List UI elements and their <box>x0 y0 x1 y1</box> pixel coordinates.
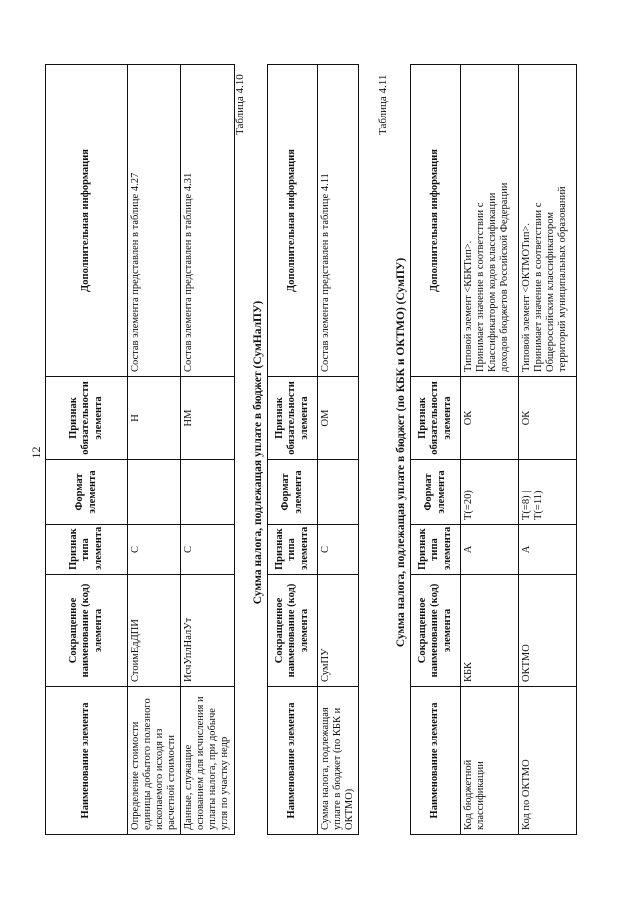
header-format: Формат элемента <box>46 460 128 525</box>
info-line: Типовой элемент <КБКТип>. <box>463 240 474 372</box>
info-line: Принимает значение в соответствии с <box>475 202 487 372</box>
table-title: Сумма налога, подлежащая уплате в бюджет (по КБК и ОКТМО) (СумПУ) <box>395 257 407 648</box>
table-caption: Таблица 4.11 <box>377 74 389 135</box>
info-line: Общероссийским классификатором <box>545 212 557 372</box>
cell-required: Н <box>128 377 181 460</box>
cell-format <box>128 460 181 525</box>
table-4-10 <box>267 64 359 835</box>
info-line: Принимает значение в соответствии с <box>533 202 545 372</box>
header-required: Признак обязательности элемента <box>268 377 318 460</box>
cell-info <box>461 65 519 377</box>
info-line: территорий муниципальных образований <box>557 186 569 372</box>
header-required: Признак обязательности элемента <box>411 377 461 460</box>
cell-required: ОК <box>519 377 577 460</box>
cell-type: А <box>461 525 519 575</box>
table-title: Сумма налога, подлежащая уплате в бюджет (СумНалПУ) <box>252 300 264 605</box>
cell-required: НМ <box>181 377 234 460</box>
header-additional-info: Дополнительная информация <box>46 65 128 377</box>
cell-info: Состав элемента представлен в таблице 4.11 <box>318 65 359 377</box>
info-line: Классификатором кодов классификации <box>487 192 499 372</box>
cell-name: Сумма налога, подлежащая уплате в бюджет (по КБК и ОКТМО) <box>318 687 359 835</box>
cell-code: КБК <box>461 575 519 687</box>
cell-code: СумПУ <box>318 575 359 687</box>
header-short-code: Сокращенное наименование (код) элемента <box>411 575 461 687</box>
cell-info: Состав элемента представлен в таблице 4.31 <box>181 65 234 377</box>
header-type: Признак типа элемента <box>268 525 318 575</box>
header-additional-info: Дополнительная информация <box>268 65 318 377</box>
info-line: доходов бюджетов Российской Федерации <box>499 182 511 372</box>
cell-name: Данные, служащие основанием для исчисления и уплаты налога, при добыче угля по участку недр <box>181 687 234 835</box>
table-caption: Таблица 4.10 <box>234 74 246 135</box>
cell-type: С <box>128 525 181 575</box>
cell-name: Код бюджетной классификации <box>461 687 519 835</box>
header-type: Признак типа элемента <box>411 525 461 575</box>
cell-type: С <box>318 525 359 575</box>
cell-name: Определение стоимости единицы добытого полезного ископаемого исходя из расчетной стоимости <box>128 687 181 835</box>
cell-required: ОК <box>461 377 519 460</box>
cell-name: Код по ОКТМО <box>519 687 577 835</box>
cell-info: Состав элемента представлен в таблице 4.27 <box>128 65 181 377</box>
header-element-name: Наименование элемента <box>46 687 128 835</box>
header-short-code: Сокращенное наименование (код) элемента <box>46 575 128 687</box>
header-format: Формат элемента <box>268 460 318 525</box>
cell-info <box>519 65 577 377</box>
table-header-row <box>268 65 318 835</box>
header-short-code: Сокращенное наименование (код) элемента <box>268 575 318 687</box>
cell-code: ОКТМО <box>519 575 577 687</box>
cell-format <box>181 460 234 525</box>
table-row <box>461 65 519 835</box>
cell-type: А <box>519 525 577 575</box>
cell-type: С <box>181 525 234 575</box>
cell-format <box>318 460 359 525</box>
table-continuation <box>45 64 235 835</box>
table-header-row <box>46 65 128 835</box>
cell-format <box>519 460 577 525</box>
cell-code: СтоимЕдДПИ <box>128 575 181 687</box>
cell-code: ИсчУплНалУт <box>181 575 234 687</box>
table-row <box>128 65 181 835</box>
cell-format: T(=20) <box>461 460 519 525</box>
format-line: T(=8) | <box>521 490 532 520</box>
cell-required: ОМ <box>318 377 359 460</box>
format-line: T(=11) <box>533 490 545 520</box>
header-element-name: Наименование элемента <box>411 687 461 835</box>
page-number: 12 <box>29 446 43 459</box>
header-additional-info: Дополнительная информация <box>411 65 461 377</box>
header-format: Формат элемента <box>411 460 461 525</box>
header-type: Признак типа элемента <box>46 525 128 575</box>
table-row <box>318 65 359 835</box>
table-row <box>519 65 577 835</box>
table-row <box>181 65 234 835</box>
table-4-11 <box>410 64 577 835</box>
header-required: Признак обязательности элемента <box>46 377 128 460</box>
header-element-name: Наименование элемента <box>268 687 318 835</box>
table-header-row <box>411 65 461 835</box>
info-line: Типовой элемент <ОКТМОТип>. <box>521 222 532 372</box>
